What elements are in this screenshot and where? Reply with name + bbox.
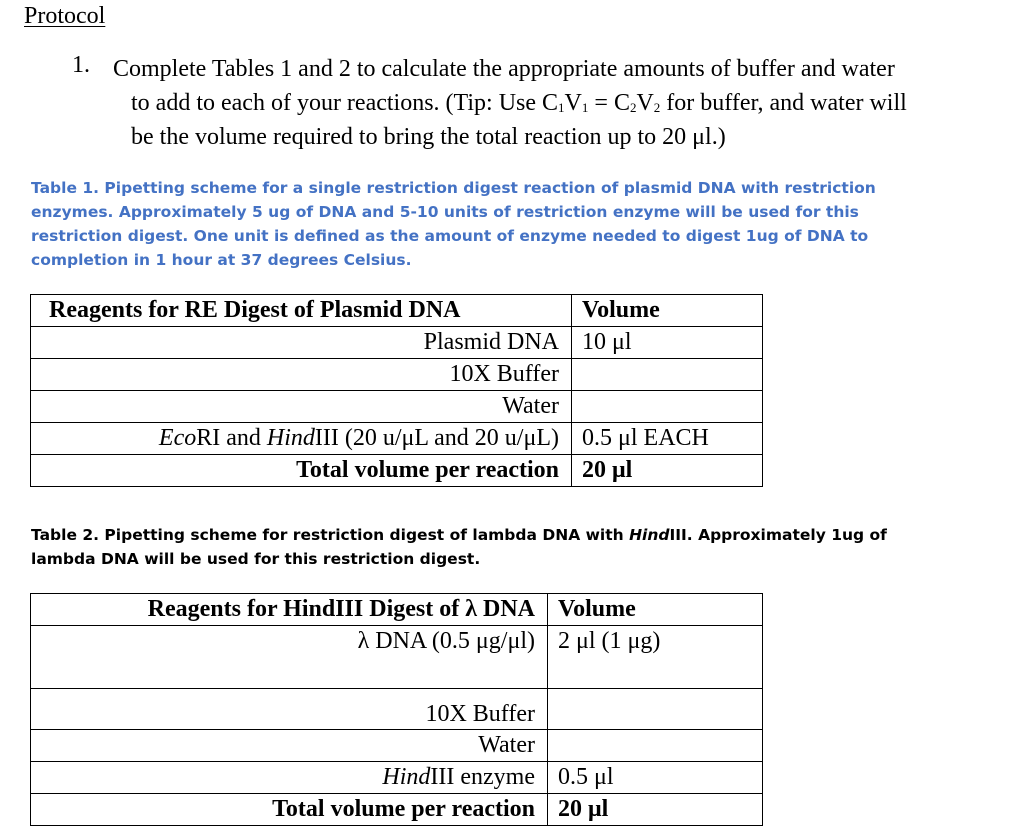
table-2-total-label: Total volume per reaction: [31, 794, 548, 826]
table-1-caption-line: Table 1. Pipetting scheme for a single restriction digest reaction of plasmid DNA with restriction: [31, 179, 876, 197]
table-cell-volume: 0.5 μl EACH: [572, 423, 763, 455]
formula-v1: V: [564, 90, 582, 116]
step-instructions: [113, 52, 1018, 154]
formula-sub-4: 2: [653, 100, 661, 115]
table-cell-reagent: [31, 762, 548, 794]
table-cell-reagent: λ DNA (0.5 μg/μl): [31, 626, 548, 689]
table-2-caption-line: lambda DNA will be used for this restriction digest.: [31, 550, 481, 568]
table-cell-reagent: 10X Buffer: [31, 689, 548, 730]
formula-sub-3: 2: [629, 100, 637, 115]
table-cell-volume: 0.5 μl: [548, 762, 763, 794]
table-cell-volume: 10 μl: [572, 327, 763, 359]
table-2-total-volume: 20 μl: [548, 794, 763, 826]
table-2-header-volume: Volume: [548, 594, 763, 626]
table-2-caption-line: [31, 523, 991, 547]
caption-tail: III. Approximately 1ug of: [669, 526, 887, 544]
step-line-1: Complete Tables 1 and 2 to calculate the appropriate amounts of buffer and water: [113, 56, 895, 82]
table-row: [31, 455, 763, 487]
table-row: [31, 327, 763, 359]
eco-rest: RI and: [196, 425, 267, 451]
table-cell-reagent: 10X Buffer: [31, 359, 572, 391]
table-cell-volume: [572, 391, 763, 423]
hind-rest: III (20 u/μL and 20 u/μL): [314, 425, 559, 451]
step-line-2-after: for buffer, and water will: [660, 90, 907, 116]
enzyme-rest: III enzyme: [430, 764, 535, 790]
formula-sub-2: 1: [581, 100, 589, 115]
table-2-caption: [31, 523, 991, 571]
table-1-total-label: Total volume per reaction: [31, 455, 572, 487]
table-row: [31, 295, 763, 327]
table-1-caption: [31, 176, 991, 272]
table-1-caption-line: completion in 1 hour at 37 degrees Celsius.: [31, 251, 412, 269]
hind-italic: Hind: [382, 764, 431, 790]
table-1-total-volume: 20 μl: [572, 455, 763, 487]
table-1: [30, 294, 763, 487]
table-row: [31, 423, 763, 455]
caption-hind-italic: Hind: [629, 526, 670, 544]
hind-italic: Hind: [266, 425, 315, 451]
formula: [542, 90, 660, 116]
table-cell-reagent: Water: [31, 391, 572, 423]
table-cell-volume: 2 μl (1 μg): [548, 626, 763, 689]
formula-c2: C: [613, 90, 630, 116]
formula-c1: C: [542, 90, 559, 116]
table-cell-volume: [548, 730, 763, 762]
table-cell-volume: [548, 689, 763, 730]
table-2-header-reagent: Reagents for HindIII Digest of λ DNA: [31, 594, 548, 626]
table-2: [30, 593, 763, 826]
caption-lead: Table 2. Pipetting scheme for restriction digest of lambda DNA with: [31, 526, 630, 544]
step-line-2-before: to add to each of your reactions. (Tip: Use: [131, 90, 543, 116]
table-row: [31, 689, 763, 730]
formula-sub-1: 1: [558, 100, 565, 115]
table-row: [31, 730, 763, 762]
table-1-header-reagent: Reagents for RE Digest of Plasmid DNA: [31, 295, 572, 327]
formula-v2: V: [636, 90, 654, 116]
table-row: [31, 626, 763, 689]
table-row: [31, 794, 763, 826]
eco-italic: Eco: [158, 425, 197, 451]
table-1-header-volume: Volume: [572, 295, 763, 327]
table-cell-reagent: Plasmid DNA: [31, 327, 572, 359]
table-row: [31, 359, 763, 391]
table-row: [31, 762, 763, 794]
table-cell-volume: [572, 359, 763, 391]
protocol-heading: Protocol: [24, 3, 106, 29]
table-cell-reagent: [31, 423, 572, 455]
formula-equals: =: [588, 90, 614, 116]
step-number: 1.: [72, 52, 90, 78]
table-1-caption-line: restriction digest. One unit is defined as the amount of enzyme needed to digest 1ug of DNA to: [31, 227, 869, 245]
table-row: [31, 594, 763, 626]
table-cell-reagent: Water: [31, 730, 548, 762]
table-1-caption-line: enzymes. Approximately 5 ug of DNA and 5-10 units of restriction enzyme will be used for this: [31, 203, 859, 221]
table-row: [31, 391, 763, 423]
step-line-2: [113, 86, 1018, 120]
step-line-3: be the volume required to bring the total reaction up to 20 μl.): [131, 124, 726, 150]
